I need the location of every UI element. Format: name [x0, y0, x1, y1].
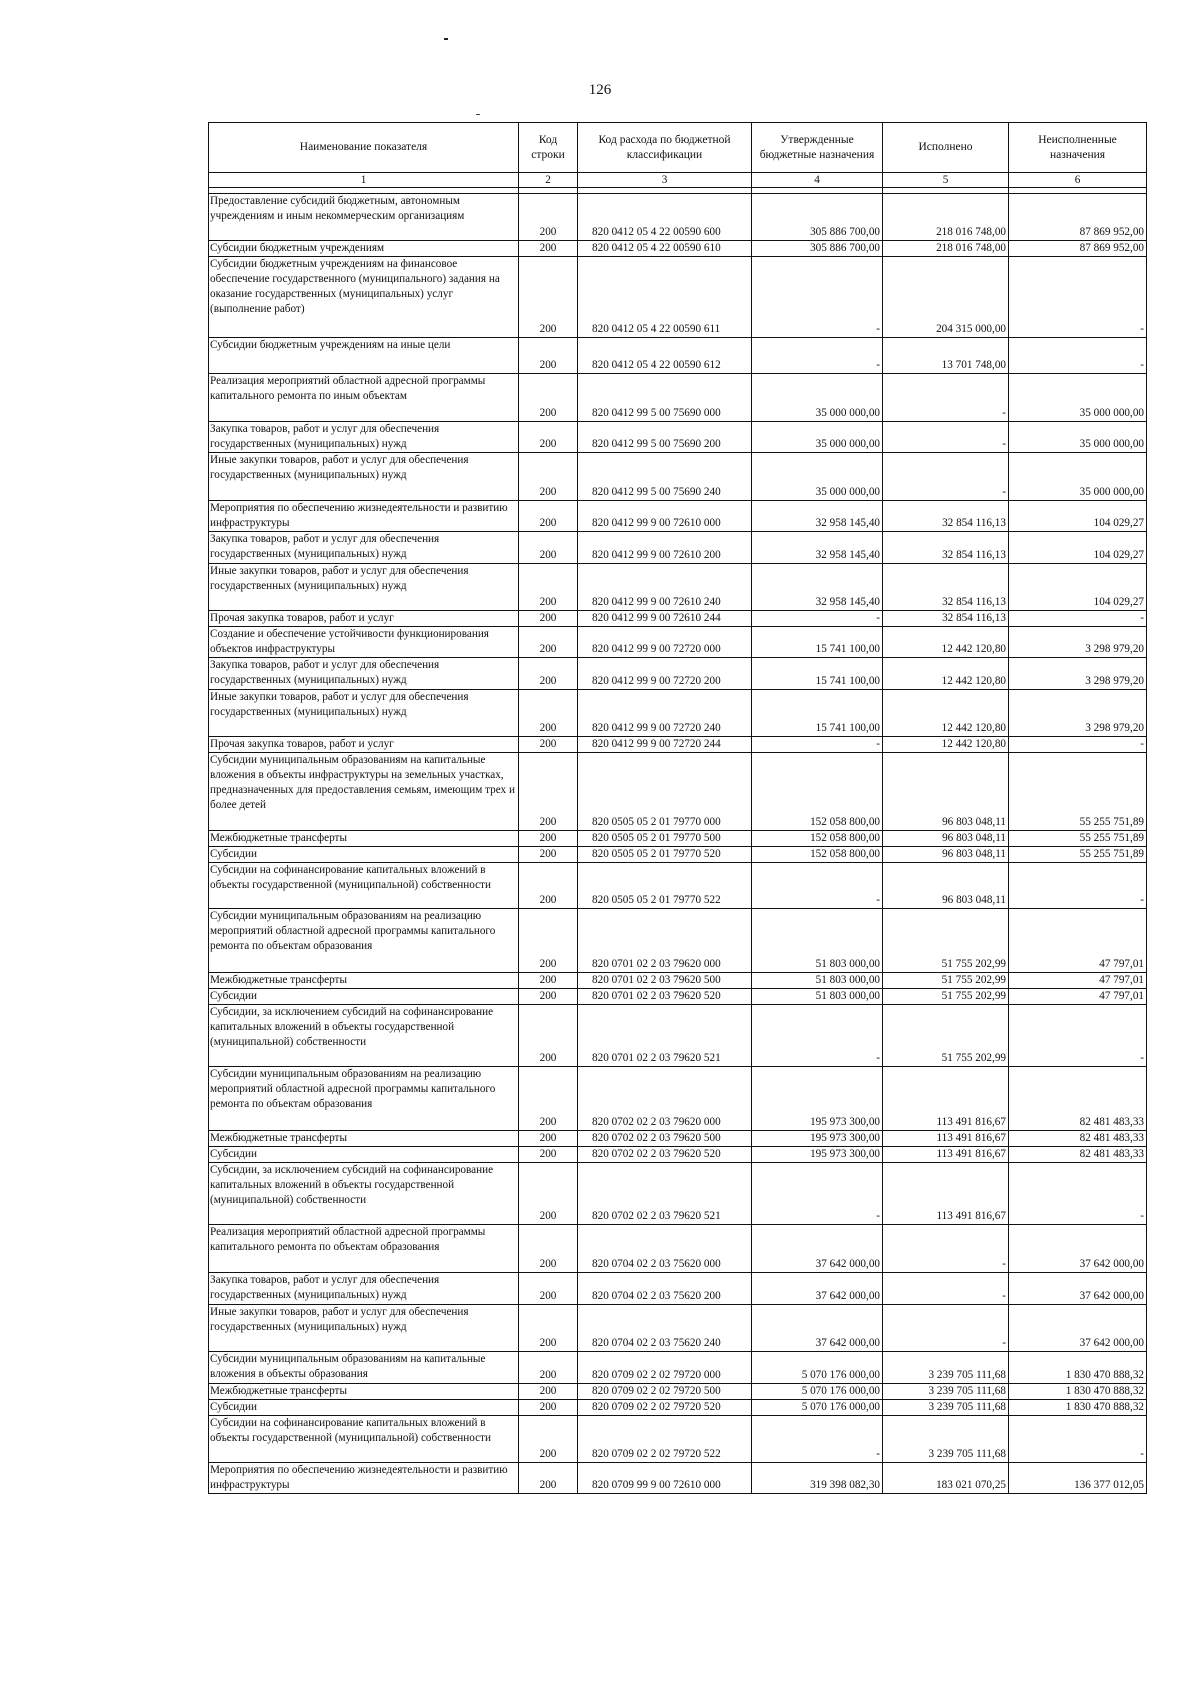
- row-executed-amount: 12 442 120,80: [883, 658, 1009, 690]
- row-line-code: 200: [519, 1005, 578, 1067]
- row-line-code: 200: [519, 501, 578, 532]
- row-line-code: 200: [519, 453, 578, 501]
- row-name: Прочая закупка товаров, работ и услуг: [209, 611, 519, 627]
- table-row: [209, 611, 1147, 627]
- budget-execution-table: [208, 122, 1147, 1494]
- row-line-code: 200: [519, 1273, 578, 1305]
- row-line-code: 200: [519, 611, 578, 627]
- row-name: Межбюджетные трансферты: [209, 1384, 519, 1400]
- row-executed-amount: -: [883, 422, 1009, 453]
- row-unexecuted-amount: 35 000 000,00: [1009, 453, 1147, 501]
- row-approved-amount: 35 000 000,00: [752, 422, 883, 453]
- row-unexecuted-amount: 104 029,27: [1009, 564, 1147, 611]
- row-approved-amount: 305 886 700,00: [752, 194, 883, 241]
- row-name: Прочая закупка товаров, работ и услуг: [209, 737, 519, 753]
- column-number: 2: [519, 173, 578, 188]
- row-classification-code: 820 0704 02 2 03 75620 240: [578, 1305, 752, 1352]
- row-name: Иные закупки товаров, работ и услуг для обеспечения государственных (муниципальных) нужд: [209, 1305, 519, 1352]
- row-line-code: 200: [519, 753, 578, 831]
- row-executed-amount: 32 854 116,13: [883, 611, 1009, 627]
- row-line-code: 200: [519, 847, 578, 863]
- row-classification-code: 820 0412 99 9 00 72720 240: [578, 690, 752, 737]
- row-approved-amount: -: [752, 1005, 883, 1067]
- row-executed-amount: 51 755 202,99: [883, 973, 1009, 989]
- row-line-code: 200: [519, 532, 578, 564]
- row-unexecuted-amount: -: [1009, 257, 1147, 338]
- row-name: Закупка товаров, работ и услуг для обеспечения государственных (муниципальных) нужд: [209, 658, 519, 690]
- table-row: [209, 194, 1147, 241]
- row-executed-amount: 12 442 120,80: [883, 627, 1009, 658]
- row-line-code: 200: [519, 1463, 578, 1494]
- table-row: [209, 501, 1147, 532]
- row-name: Иные закупки товаров, работ и услуг для обеспечения государственных (муниципальных) нужд: [209, 564, 519, 611]
- table-row: [209, 1384, 1147, 1400]
- row-approved-amount: 5 070 176 000,00: [752, 1384, 883, 1400]
- column-number: 3: [578, 173, 752, 188]
- row-classification-code: 820 0702 02 2 03 79620 000: [578, 1067, 752, 1131]
- row-unexecuted-amount: -: [1009, 611, 1147, 627]
- row-classification-code: 820 0702 02 2 03 79620 521: [578, 1163, 752, 1225]
- row-approved-amount: 15 741 100,00: [752, 658, 883, 690]
- row-approved-amount: 152 058 800,00: [752, 831, 883, 847]
- table-row: [209, 1352, 1147, 1384]
- row-line-code: 200: [519, 374, 578, 422]
- row-unexecuted-amount: 55 255 751,89: [1009, 831, 1147, 847]
- row-line-code: 200: [519, 1147, 578, 1163]
- row-classification-code: 820 0709 02 2 02 79720 520: [578, 1400, 752, 1416]
- row-name: Закупка товаров, работ и услуг для обеспечения государственных (муниципальных) нужд: [209, 1273, 519, 1305]
- row-line-code: 200: [519, 194, 578, 241]
- row-name: Межбюджетные трансферты: [209, 831, 519, 847]
- row-executed-amount: -: [883, 374, 1009, 422]
- row-approved-amount: 51 803 000,00: [752, 989, 883, 1005]
- row-unexecuted-amount: -: [1009, 1163, 1147, 1225]
- row-executed-amount: 96 803 048,11: [883, 831, 1009, 847]
- row-classification-code: 820 0412 99 9 00 72720 244: [578, 737, 752, 753]
- row-name: Субсидии: [209, 847, 519, 863]
- table-row: [209, 909, 1147, 973]
- row-unexecuted-amount: 37 642 000,00: [1009, 1225, 1147, 1273]
- table-row: [209, 338, 1147, 374]
- row-name: Субсидии муниципальным образованиям на реализацию мероприятий областной адресной программы капитального ремонта по объектам образования: [209, 909, 519, 973]
- column-header: Исполнено: [883, 123, 1009, 173]
- row-line-code: 200: [519, 1225, 578, 1273]
- table-row: [209, 690, 1147, 737]
- table-row: [209, 422, 1147, 453]
- row-approved-amount: 37 642 000,00: [752, 1273, 883, 1305]
- row-unexecuted-amount: 37 642 000,00: [1009, 1273, 1147, 1305]
- row-classification-code: 820 0505 05 2 01 79770 520: [578, 847, 752, 863]
- row-approved-amount: 32 958 145,40: [752, 564, 883, 611]
- row-name: Предоставление субсидий бюджетным, автономным учреждениям и иным некоммерческим организациям: [209, 194, 519, 241]
- column-number: 6: [1009, 173, 1147, 188]
- column-number: 1: [209, 173, 519, 188]
- row-line-code: 200: [519, 658, 578, 690]
- row-unexecuted-amount: -: [1009, 1005, 1147, 1067]
- row-name: Субсидии: [209, 989, 519, 1005]
- page-number: 126: [588, 82, 612, 98]
- row-executed-amount: 113 491 816,67: [883, 1067, 1009, 1131]
- row-unexecuted-amount: 55 255 751,89: [1009, 753, 1147, 831]
- row-executed-amount: -: [883, 1273, 1009, 1305]
- row-approved-amount: 37 642 000,00: [752, 1225, 883, 1273]
- row-line-code: 200: [519, 1131, 578, 1147]
- table-row: [209, 241, 1147, 257]
- row-name: Субсидии на софинансирование капитальных вложений в объекты государственной (муниципальной) собственности: [209, 863, 519, 909]
- row-name: Закупка товаров, работ и услуг для обеспечения государственных (муниципальных) нужд: [209, 422, 519, 453]
- row-classification-code: 820 0412 05 4 22 00590 610: [578, 241, 752, 257]
- row-line-code: 200: [519, 241, 578, 257]
- row-classification-code: 820 0412 99 5 00 75690 240: [578, 453, 752, 501]
- row-line-code: 200: [519, 1400, 578, 1416]
- row-name: Создание и обеспечение устойчивости функционирования объектов инфраструктуры: [209, 627, 519, 658]
- row-unexecuted-amount: 82 481 483,33: [1009, 1147, 1147, 1163]
- row-line-code: 200: [519, 737, 578, 753]
- row-executed-amount: -: [883, 1225, 1009, 1273]
- row-approved-amount: 15 741 100,00: [752, 627, 883, 658]
- row-executed-amount: 96 803 048,11: [883, 847, 1009, 863]
- row-executed-amount: 3 239 705 111,68: [883, 1352, 1009, 1384]
- row-name: Субсидии муниципальным образованиям на капитальные вложения в объекты инфраструктуры на земельных участках, предназначенных для предоставления семьям, имеющим трех и более детей: [209, 753, 519, 831]
- row-name: Субсидии: [209, 1147, 519, 1163]
- table-body: [209, 194, 1147, 1494]
- row-name: Субсидии: [209, 1400, 519, 1416]
- table-row: [209, 1163, 1147, 1225]
- row-executed-amount: 113 491 816,67: [883, 1131, 1009, 1147]
- table-row: [209, 973, 1147, 989]
- row-classification-code: 820 0412 05 4 22 00590 612: [578, 338, 752, 374]
- row-unexecuted-amount: 3 298 979,20: [1009, 658, 1147, 690]
- row-line-code: 200: [519, 422, 578, 453]
- row-line-code: 200: [519, 627, 578, 658]
- row-unexecuted-amount: 82 481 483,33: [1009, 1067, 1147, 1131]
- table-row: [209, 1067, 1147, 1131]
- row-executed-amount: 96 803 048,11: [883, 863, 1009, 909]
- row-approved-amount: -: [752, 737, 883, 753]
- row-executed-amount: 51 755 202,99: [883, 1005, 1009, 1067]
- table-row: [209, 453, 1147, 501]
- row-line-code: 200: [519, 690, 578, 737]
- row-line-code: 200: [519, 1352, 578, 1384]
- row-name: Субсидии бюджетным учреждениям: [209, 241, 519, 257]
- table-row: [209, 257, 1147, 338]
- row-name: Субсидии муниципальным образованиям на реализацию мероприятий областной адресной программы капитального ремонта по объектам образования: [209, 1067, 519, 1131]
- row-line-code: 200: [519, 1305, 578, 1352]
- row-unexecuted-amount: 1 830 470 888,32: [1009, 1400, 1147, 1416]
- row-unexecuted-amount: 3 298 979,20: [1009, 627, 1147, 658]
- row-classification-code: 820 0412 99 9 00 72610 240: [578, 564, 752, 611]
- table-row: [209, 1005, 1147, 1067]
- row-unexecuted-amount: 1 830 470 888,32: [1009, 1384, 1147, 1400]
- row-approved-amount: -: [752, 338, 883, 374]
- row-executed-amount: 3 239 705 111,68: [883, 1400, 1009, 1416]
- row-name: Субсидии бюджетным учреждениям на финансовое обеспечение государственного (муниципального) задания на оказание государственных (муниципальных) услуг (выполнение работ): [209, 257, 519, 338]
- table-row: [209, 1463, 1147, 1494]
- table-row: [209, 1305, 1147, 1352]
- table-row: [209, 1131, 1147, 1147]
- table-row: [209, 831, 1147, 847]
- row-unexecuted-amount: 47 797,01: [1009, 989, 1147, 1005]
- row-approved-amount: 15 741 100,00: [752, 690, 883, 737]
- row-unexecuted-amount: -: [1009, 1416, 1147, 1463]
- column-header: Код расхода по бюджетной классификации: [578, 123, 752, 173]
- row-unexecuted-amount: 55 255 751,89: [1009, 847, 1147, 863]
- row-approved-amount: 152 058 800,00: [752, 753, 883, 831]
- row-classification-code: 820 0701 02 2 03 79620 500: [578, 973, 752, 989]
- column-header: Наименование показателя: [209, 123, 519, 173]
- row-classification-code: 820 0505 05 2 01 79770 522: [578, 863, 752, 909]
- row-executed-amount: 113 491 816,67: [883, 1147, 1009, 1163]
- row-classification-code: 820 0704 02 2 03 75620 000: [578, 1225, 752, 1273]
- row-classification-code: 820 0701 02 2 03 79620 520: [578, 989, 752, 1005]
- row-classification-code: 820 0701 02 2 03 79620 521: [578, 1005, 752, 1067]
- table-row: [209, 863, 1147, 909]
- row-executed-amount: 218 016 748,00: [883, 241, 1009, 257]
- row-name: Иные закупки товаров, работ и услуг для обеспечения государственных (муниципальных) нужд: [209, 690, 519, 737]
- row-approved-amount: 32 958 145,40: [752, 532, 883, 564]
- row-line-code: 200: [519, 863, 578, 909]
- row-approved-amount: 319 398 082,30: [752, 1463, 883, 1494]
- row-classification-code: 820 0412 99 9 00 72720 200: [578, 658, 752, 690]
- row-executed-amount: -: [883, 1305, 1009, 1352]
- row-executed-amount: 12 442 120,80: [883, 737, 1009, 753]
- table-row: [209, 658, 1147, 690]
- row-approved-amount: -: [752, 257, 883, 338]
- row-executed-amount: 183 021 070,25: [883, 1463, 1009, 1494]
- row-unexecuted-amount: 47 797,01: [1009, 973, 1147, 989]
- row-name: Реализация мероприятий областной адресной программы капитального ремонта по иным объектам: [209, 374, 519, 422]
- row-classification-code: 820 0709 02 2 02 79720 000: [578, 1352, 752, 1384]
- row-name: Реализация мероприятий областной адресной программы капитального ремонта по объектам образования: [209, 1225, 519, 1273]
- row-approved-amount: 152 058 800,00: [752, 847, 883, 863]
- row-unexecuted-amount: 136 377 012,05: [1009, 1463, 1147, 1494]
- row-classification-code: 820 0709 99 9 00 72610 000: [578, 1463, 752, 1494]
- row-name: Субсидии, за исключением субсидий на софинансирование капитальных вложений в объекты государственной (муниципальной) собственности: [209, 1005, 519, 1067]
- row-name: Межбюджетные трансферты: [209, 1131, 519, 1147]
- row-unexecuted-amount: 37 642 000,00: [1009, 1305, 1147, 1352]
- row-line-code: 200: [519, 257, 578, 338]
- row-line-code: 200: [519, 564, 578, 611]
- table-row: [209, 1400, 1147, 1416]
- row-name: Субсидии, за исключением субсидий на софинансирование капитальных вложений в объекты государственной (муниципальной) собственности: [209, 1163, 519, 1225]
- row-name: Закупка товаров, работ и услуг для обеспечения государственных (муниципальных) нужд: [209, 532, 519, 564]
- row-approved-amount: 51 803 000,00: [752, 909, 883, 973]
- row-line-code: 200: [519, 1416, 578, 1463]
- row-approved-amount: 35 000 000,00: [752, 374, 883, 422]
- row-classification-code: 820 0505 05 2 01 79770 000: [578, 753, 752, 831]
- row-executed-amount: 96 803 048,11: [883, 753, 1009, 831]
- row-unexecuted-amount: 35 000 000,00: [1009, 422, 1147, 453]
- row-executed-amount: 51 755 202,99: [883, 989, 1009, 1005]
- row-name: Иные закупки товаров, работ и услуг для обеспечения государственных (муниципальных) нужд: [209, 453, 519, 501]
- row-classification-code: 820 0412 05 4 22 00590 600: [578, 194, 752, 241]
- table-row: [209, 753, 1147, 831]
- row-unexecuted-amount: -: [1009, 737, 1147, 753]
- row-approved-amount: 35 000 000,00: [752, 453, 883, 501]
- row-line-code: 200: [519, 1384, 578, 1400]
- row-unexecuted-amount: 82 481 483,33: [1009, 1131, 1147, 1147]
- table-row: [209, 374, 1147, 422]
- row-unexecuted-amount: -: [1009, 338, 1147, 374]
- scan-mark: [444, 38, 448, 40]
- row-approved-amount: -: [752, 1163, 883, 1225]
- row-approved-amount: 5 070 176 000,00: [752, 1400, 883, 1416]
- row-approved-amount: 37 642 000,00: [752, 1305, 883, 1352]
- row-executed-amount: 218 016 748,00: [883, 194, 1009, 241]
- row-executed-amount: 51 755 202,99: [883, 909, 1009, 973]
- row-classification-code: 820 0412 99 9 00 72610 000: [578, 501, 752, 532]
- row-line-code: 200: [519, 338, 578, 374]
- row-line-code: 200: [519, 831, 578, 847]
- row-classification-code: 820 0412 99 9 00 72610 244: [578, 611, 752, 627]
- row-unexecuted-amount: 3 298 979,20: [1009, 690, 1147, 737]
- row-unexecuted-amount: 47 797,01: [1009, 909, 1147, 973]
- table-row: [209, 737, 1147, 753]
- row-unexecuted-amount: 35 000 000,00: [1009, 374, 1147, 422]
- row-approved-amount: 32 958 145,40: [752, 501, 883, 532]
- row-approved-amount: 51 803 000,00: [752, 973, 883, 989]
- row-unexecuted-amount: 104 029,27: [1009, 532, 1147, 564]
- row-classification-code: 820 0412 99 5 00 75690 000: [578, 374, 752, 422]
- column-number: 5: [883, 173, 1009, 188]
- row-line-code: 200: [519, 973, 578, 989]
- row-classification-code: 820 0704 02 2 03 75620 200: [578, 1273, 752, 1305]
- row-executed-amount: 12 442 120,80: [883, 690, 1009, 737]
- row-unexecuted-amount: 104 029,27: [1009, 501, 1147, 532]
- row-executed-amount: 204 315 000,00: [883, 257, 1009, 338]
- row-approved-amount: 195 973 300,00: [752, 1131, 883, 1147]
- row-classification-code: 820 0702 02 2 03 79620 520: [578, 1147, 752, 1163]
- row-executed-amount: 113 491 816,67: [883, 1163, 1009, 1225]
- row-executed-amount: -: [883, 453, 1009, 501]
- row-classification-code: 820 0412 05 4 22 00590 611: [578, 257, 752, 338]
- row-executed-amount: 32 854 116,13: [883, 564, 1009, 611]
- column-number: 4: [752, 173, 883, 188]
- row-unexecuted-amount: 87 869 952,00: [1009, 241, 1147, 257]
- row-name: Субсидии муниципальным образованиям на капитальные вложения в объекты образования: [209, 1352, 519, 1384]
- row-approved-amount: 5 070 176 000,00: [752, 1352, 883, 1384]
- row-line-code: 200: [519, 909, 578, 973]
- row-classification-code: 820 0505 05 2 01 79770 500: [578, 831, 752, 847]
- table-row: [209, 1147, 1147, 1163]
- row-approved-amount: 195 973 300,00: [752, 1067, 883, 1131]
- row-executed-amount: 3 239 705 111,68: [883, 1416, 1009, 1463]
- row-unexecuted-amount: -: [1009, 863, 1147, 909]
- header-row: [209, 123, 1147, 173]
- row-unexecuted-amount: 87 869 952,00: [1009, 194, 1147, 241]
- column-header: Неисполненные назначения: [1009, 123, 1147, 173]
- row-approved-amount: -: [752, 863, 883, 909]
- row-classification-code: 820 0702 02 2 03 79620 500: [578, 1131, 752, 1147]
- row-line-code: 200: [519, 1163, 578, 1225]
- row-executed-amount: 13 701 748,00: [883, 338, 1009, 374]
- row-name: Мероприятия по обеспечению жизнедеятельности и развитию инфраструктуры: [209, 501, 519, 532]
- row-approved-amount: 305 886 700,00: [752, 241, 883, 257]
- table-row: [209, 989, 1147, 1005]
- row-classification-code: 820 0709 02 2 02 79720 522: [578, 1416, 752, 1463]
- column-number-row: [209, 173, 1147, 188]
- row-classification-code: 820 0412 99 9 00 72720 000: [578, 627, 752, 658]
- table-row: [209, 564, 1147, 611]
- row-classification-code: 820 0412 99 5 00 75690 200: [578, 422, 752, 453]
- row-unexecuted-amount: 1 830 470 888,32: [1009, 1352, 1147, 1384]
- row-classification-code: 820 0709 02 2 02 79720 500: [578, 1384, 752, 1400]
- row-classification-code: 820 0412 99 9 00 72610 200: [578, 532, 752, 564]
- row-name: Субсидии на софинансирование капитальных вложений в объекты государственной (муниципальной) собственности: [209, 1416, 519, 1463]
- table-row: [209, 847, 1147, 863]
- row-classification-code: 820 0701 02 2 03 79620 000: [578, 909, 752, 973]
- row-executed-amount: 3 239 705 111,68: [883, 1384, 1009, 1400]
- row-line-code: 200: [519, 989, 578, 1005]
- table-row: [209, 1273, 1147, 1305]
- row-approved-amount: -: [752, 1416, 883, 1463]
- table-row: [209, 627, 1147, 658]
- table-row: [209, 532, 1147, 564]
- table-row: [209, 1416, 1147, 1463]
- row-line-code: 200: [519, 1067, 578, 1131]
- row-executed-amount: 32 854 116,13: [883, 532, 1009, 564]
- row-approved-amount: 195 973 300,00: [752, 1147, 883, 1163]
- table-row: [209, 1225, 1147, 1273]
- column-header: Утвержденные бюджетные назначения: [752, 123, 883, 173]
- row-name: Мероприятия по обеспечению жизнедеятельности и развитию инфраструктуры: [209, 1463, 519, 1494]
- column-header: Код строки: [519, 123, 578, 173]
- row-approved-amount: -: [752, 611, 883, 627]
- row-name: Межбюджетные трансферты: [209, 973, 519, 989]
- scan-mark: [476, 114, 480, 115]
- row-executed-amount: 32 854 116,13: [883, 501, 1009, 532]
- row-name: Субсидии бюджетным учреждениям на иные цели: [209, 338, 519, 374]
